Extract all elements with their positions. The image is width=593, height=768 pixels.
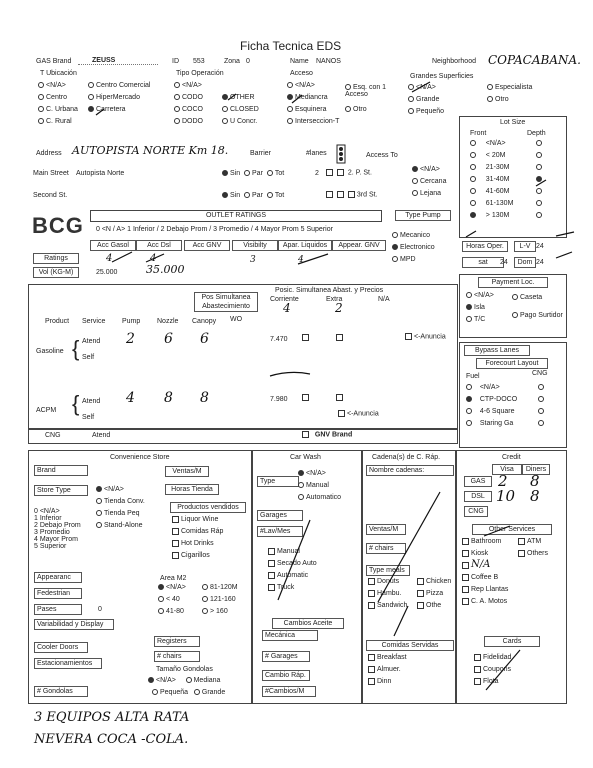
hours-sat-value: 24 [500, 259, 508, 266]
col-product: Product [45, 318, 70, 325]
credit-cng-button[interactable]: CNG [464, 506, 488, 517]
credit-dsl-value: 10 [496, 487, 516, 505]
rating-apar-liquidos: 4 [298, 255, 304, 265]
note-line-1: 3 EQUIPOS ALTA RATA [34, 710, 190, 725]
name-value: NANOS [316, 58, 341, 65]
appear-gnv-button[interactable]: Appear. GNV [332, 240, 386, 251]
payment-caseta[interactable]: Caseta [512, 294, 542, 301]
col-canopy: Canopy [192, 318, 217, 325]
lanes-label: #lanes [306, 150, 327, 157]
pos-simultanea-button[interactable]: Pos Simultanea Abastecimiento [194, 292, 258, 312]
meals-list: Donuts Hambu. Sandwich [368, 576, 407, 612]
bcg-logo: BCG [32, 213, 84, 238]
productos-button[interactable]: Productos vendidos [170, 502, 246, 513]
superficie-group: <N/A> Grande Pequeño [408, 82, 444, 118]
cambios-aceite-button[interactable]: Cambios Aceite [272, 618, 344, 629]
hours-dom-button[interactable]: Dom [514, 257, 536, 268]
rating-acc-dsl: 4 [150, 253, 157, 264]
gasoline-brace: { [72, 336, 80, 361]
extra-label: Extra [326, 296, 343, 303]
superficie-group-2: Especialista Otro [487, 82, 532, 106]
comidas-servidas-button[interactable]: Comidas Servidas [366, 640, 454, 651]
corriente-value: 4 [283, 301, 291, 315]
posic-label: Posic. Simultanea Abast. y Precios [275, 287, 384, 294]
address-value: AUTOPISTA NORTE Km 18. [72, 144, 229, 157]
carwash-list: Manual Secado Auto Automatic Truck [268, 546, 317, 594]
traffic-light-icon [334, 144, 348, 164]
forecourt-cng-group [538, 382, 546, 430]
services-list: Bathroom Kiosk N/A Coffee B Rep Llantas C. A. Motos [462, 536, 508, 608]
tipo-operacion-label: Tipo Operación [176, 70, 224, 77]
acc-dsl-button[interactable]: Acc Dsl [136, 240, 182, 251]
hours-dom-value: 24 [536, 259, 544, 266]
ratings-button[interactable]: Ratings [33, 253, 79, 264]
comidas-list: Breakfast Almuer. Dinn [368, 652, 407, 688]
na-label: N/A [378, 296, 390, 303]
gas-brand-field[interactable] [78, 56, 158, 65]
store-scale: 0 <N/A> 1 Inferior 2 Debajo Prom 3 Promedio 4 Mayor Prom 5 Superior [34, 508, 81, 550]
address-label: Address [36, 150, 62, 157]
tipo-ubicacion-group-2: Centro Comercial HiperMercado Carretera [88, 80, 150, 116]
neighborhood-value: COPACABANA. [488, 53, 581, 67]
credit-gas-button[interactable]: GAS [464, 476, 492, 487]
type-meals-button[interactable]: Type meals [366, 565, 410, 576]
access-to-group: <N/A> Cercana Lejana [412, 164, 446, 200]
visibility-button[interactable]: Visibilty [232, 240, 278, 251]
mecanica-button[interactable]: Mecánica [262, 630, 318, 641]
carwash-title: Car Wash [290, 454, 321, 461]
cambio-rap-button[interactable]: Cambio Ráp. [262, 670, 310, 681]
col-pump: Pump [122, 318, 141, 325]
hours-sat-button[interactable]: sat [462, 257, 504, 268]
acpm-self: Self [82, 414, 95, 421]
col-nozzle: Nozzle [157, 318, 179, 325]
ncambios-button[interactable]: #Cambios/M [262, 686, 316, 697]
cadena-ventas-button[interactable]: Ventas/M [366, 524, 406, 535]
id-label: ID [172, 58, 179, 65]
outlet-ratings-header: OUTLET RATINGS [90, 210, 382, 222]
acceso-otro[interactable]: Otro [345, 106, 367, 113]
name-label: Name [290, 58, 309, 65]
gasoline-atend: Atend [82, 338, 101, 345]
second-checkboxes[interactable]: 3rd St. [326, 191, 378, 198]
vol-handwritten: 35.000 [146, 263, 185, 276]
bypass-lanes-button[interactable]: Bypass Lanes [464, 345, 530, 356]
main-street-opts[interactable]: Sin Par Tot [222, 170, 284, 177]
pases-value: 0 [98, 606, 102, 613]
lav-mes-button[interactable]: #Lav/Mes [257, 526, 303, 537]
second-street-label: Second St. [33, 192, 68, 199]
variabilidad-button[interactable]: Variabilidad y Display [34, 619, 114, 630]
vol-button[interactable]: Vol (KG-M) [33, 267, 79, 278]
gnv-brand[interactable]: GNV Brand [302, 431, 352, 438]
tipo-operacion-group-2: OTHER CLOSED U Concr. [222, 92, 259, 128]
gasoline-nozzle: 6 [164, 331, 173, 347]
main-lanes-value: 2 [315, 170, 319, 177]
ratings-scale: 0 <N / A> 1 Inferior / 2 Debajo Prom / 3 Promedio / 4 Mayor Prom 5 Superior [96, 226, 333, 233]
barrier-label: Barrier [250, 150, 272, 157]
area-group: <N/A> < 40 41-80 [158, 582, 186, 618]
gasoline-price: 7.470 [270, 336, 288, 343]
neighborhood-label: Neighborhood [432, 58, 476, 65]
lot-depth-list [536, 138, 544, 222]
main-street-label: Main Street [33, 170, 69, 177]
gasoline-canopy: 6 [200, 331, 209, 347]
credit-gas-value-2: 8 [530, 472, 540, 490]
lot-size-title: Lot Size [500, 119, 526, 126]
other-services-button[interactable]: Other Services [472, 524, 552, 535]
credit-title: Credit [502, 454, 521, 461]
registers-button[interactable]: Registers [154, 636, 200, 647]
fuel-label: Fuel [466, 373, 480, 380]
gasoline-checkboxes[interactable] [302, 334, 345, 341]
acpm-label: ACPM [36, 407, 57, 414]
note-line-2: NEVERA COCA -COLA. [34, 732, 189, 747]
zona-value: 0 [246, 58, 250, 65]
acpm-nozzle: 8 [164, 390, 173, 406]
estacionamientos-button[interactable]: Estacionamientos [34, 658, 102, 669]
hours-lv-value: 24 [536, 243, 544, 250]
cng-atend: Atend [92, 432, 111, 439]
payment-loc-button[interactable]: Payment Loc. [478, 277, 548, 288]
cards-list: Fidelidad Coupons Flota [474, 652, 511, 688]
apar-liquidos-button[interactable]: Apar. Liquidos [278, 240, 332, 251]
acpm-price: 7.980 [270, 396, 288, 403]
vol-prefill: 25.000 [96, 269, 118, 276]
productos-list: Liquor Wine Comidas Ráp Hot Drinks Cigarillos [172, 514, 223, 562]
credit-dsl-value-2: 8 [530, 487, 540, 505]
corriente-label: Corriente [270, 296, 299, 303]
store-type-button[interactable]: Store Type [34, 485, 88, 496]
area-group-2: 81-120M 121-160 > 160 [202, 582, 238, 618]
gas-brand-value: ZEUSS [92, 57, 116, 64]
cadena-chairs-button[interactable]: # chairs [366, 543, 406, 554]
payment-group: <N/A> Isla T/C [466, 290, 494, 326]
tamano-row-1[interactable]: <N/A> Mediana [148, 677, 220, 684]
acpm-atend: Atend [82, 398, 101, 405]
services-list-2: ATM Others [518, 536, 548, 560]
superficie-label: Grandes Superficies [410, 73, 474, 80]
payment-pago[interactable]: Pago Surtidor [512, 312, 563, 319]
store-ventas-button[interactable]: Ventas/M [165, 466, 209, 477]
access-to-label: Access To [366, 152, 398, 159]
area-label: Area M2 [160, 575, 187, 582]
visa-button[interactable]: Visa [492, 464, 522, 475]
type-pump-button[interactable]: Type Pump [395, 210, 451, 221]
pedestrian-button[interactable]: Fedestrian [34, 588, 82, 599]
credit-dsl-button[interactable]: DSL [464, 491, 492, 502]
col-wo: WO [230, 316, 243, 323]
garages2-button[interactable]: # Garages [262, 651, 310, 662]
store-horas-button[interactable]: Horas Tienda [165, 484, 219, 495]
carwash-garages-button[interactable]: Garages [257, 510, 303, 521]
hours-oper-button[interactable]: Horas Oper. [462, 241, 508, 252]
nombre-cadenas-button[interactable]: Nombre cadenas: [366, 465, 454, 476]
zona-label: Zona [224, 58, 240, 65]
acc-gasol-button[interactable]: Acc Gasol [90, 240, 136, 251]
tipo-operacion-group: <N/A> CODO COCO DODO [174, 80, 203, 128]
second-street-opts[interactable]: Sin Par Tot [222, 192, 284, 199]
appearance-button[interactable]: Appearanc [34, 572, 82, 583]
cadena-title: Cadena(s) de C. Ráp. [372, 454, 441, 461]
forecourt-group: <N/A> CTP-DOCO 4-6 Square Staring Ga [466, 382, 517, 430]
cng-label: CNG [45, 432, 61, 439]
cards-button[interactable]: Cards [484, 636, 540, 647]
acceso-label: Acceso [290, 70, 313, 77]
acpm-canopy: 8 [200, 390, 209, 406]
acpm-anuncia[interactable]: <-Anuncia [338, 410, 379, 417]
hours-lv-button[interactable]: L-V [514, 241, 536, 252]
store-title: Convenience Store [110, 454, 170, 461]
tamano-label: Tamaño Gondolas [156, 666, 213, 673]
acc-gnv-button[interactable]: Acc GNV [184, 240, 230, 251]
main-checkboxes[interactable]: 2. P. St. [326, 169, 372, 176]
acceso-group: <N/A> Mediancra Esquinera Interseccion-T [287, 80, 339, 128]
tamano-row-2[interactable]: Pequeña Grande [152, 689, 225, 696]
id-value: 553 [193, 58, 205, 65]
cooler-doors-button[interactable]: Cooler Doors [34, 642, 88, 653]
lot-depth-label: Depth [527, 130, 546, 137]
carwash-type-group: <N/A> Manual Automatico [298, 468, 341, 504]
diners-button[interactable]: Diners [522, 464, 550, 475]
forecourt-layout-button[interactable]: Forecourt Layout [476, 358, 548, 369]
gasoline-self: Self [82, 354, 95, 361]
page-title: Ficha Tecnica EDS [240, 39, 342, 53]
tipo-ubicacion-group: <N/A> Centro C. Urbana C. Rural [38, 80, 78, 128]
store-chairs-button[interactable]: # chairs [154, 651, 200, 662]
gasoline-label: Gasoline [36, 348, 64, 355]
pump-type-group: Mecanico Electronico MPD [392, 230, 435, 266]
col-service: Service [82, 318, 106, 325]
lot-front-label: Front [470, 130, 487, 137]
acpm-checkboxes[interactable] [302, 394, 345, 401]
gas-brand-label: GAS Brand [36, 58, 72, 65]
store-type-group: <N/A> Tienda Conv. Tienda Peq Stand-Alone [96, 484, 145, 532]
meals-list-2: Chicken Pizza Othe [417, 576, 451, 612]
gondolas-button[interactable]: # Gondolas [34, 686, 88, 697]
cng-label: CNG [532, 370, 548, 377]
tipo-ubicacion-label: T Ubicación [40, 70, 77, 77]
lot-size-list: <N/A> < 20M 21-30M 31-40M 41-60M 61-130M > 130M [470, 138, 513, 222]
rating-acc-gasol: 4 [106, 253, 113, 264]
acpm-pump: 4 [126, 390, 135, 406]
extra-value: 2 [335, 301, 343, 315]
credit-gas-value: 2 [498, 472, 508, 490]
store-brand-button[interactable]: Brand [34, 465, 88, 476]
gasoline-pump: 2 [126, 331, 135, 347]
carwash-type-button[interactable]: Type [257, 476, 299, 487]
gasoline-anuncia[interactable]: <-Anuncia [405, 333, 446, 340]
pases-button[interactable]: Pases [34, 604, 82, 615]
acceso-esq[interactable]: Esq. con 1 Acceso [345, 84, 387, 98]
rating-visibility: 3 [250, 255, 256, 265]
acpm-brace: { [72, 391, 80, 416]
main-street-value: Autopista Norte [76, 170, 125, 177]
